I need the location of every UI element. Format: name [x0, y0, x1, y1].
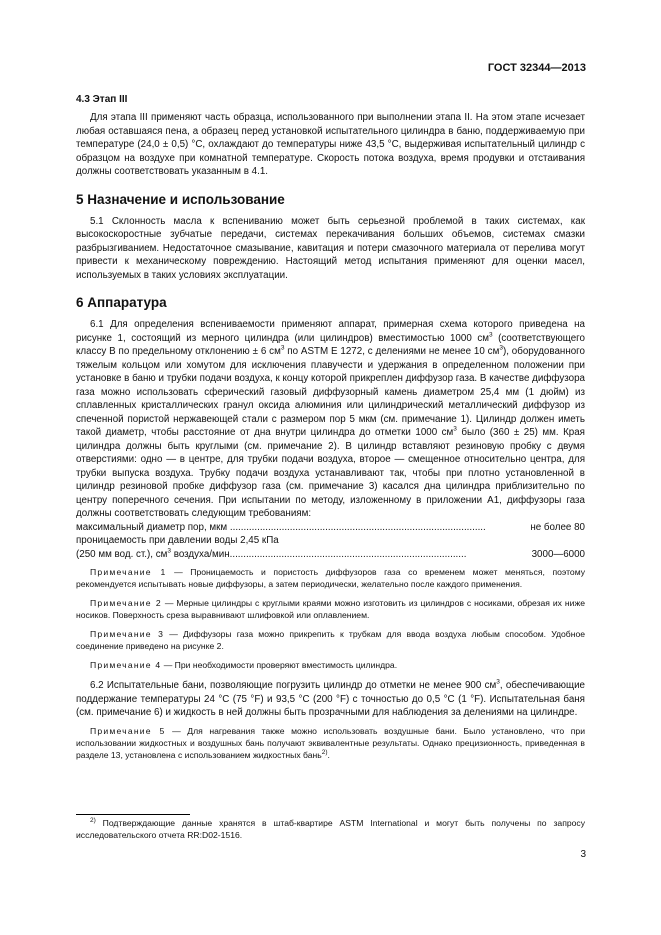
- footnote-divider: [76, 814, 190, 815]
- section-4-3-title: 4.3 Этап III: [76, 94, 128, 105]
- note-4: Примечание 4 — При необходимости проверяют вместимость цилиндра.: [90, 660, 398, 670]
- note-2: Примечание 2 — Мерные цилиндры с круглыми краями можно изготовить из цилиндров с носиками, обрезая их ниже носиков. Поверхность среза выравнивают шлифовкой или оплавлением.: [76, 598, 585, 620]
- requirement-permeability-label: проницаемость при давлении воды 2,45 кПа: [76, 535, 279, 546]
- requirement-permeability: (250 мм вод. ст.), $см^3$ воздуха/мин....................................................................................... 3000—6000: [76, 547, 585, 560]
- footnote: $^{2)}$ Подтверждающие данные хранятся в штаб-квартире ASTM International и могут быть получены по запросу исследовательского отчета RR:D02-1516.: [76, 817, 585, 840]
- section-5-1-text: 5.1 Склонность масла к вспениванию может быть серьезной проблемой в таких системах, как высокоскоростные зубчатые передачи, системах перекачивания больших объемов, системах смазки разбрызгиванием. Недостаточное смазывание, кавитация и потери смазочного материала от перелива могут привести к механическому повреждению. Настоящий метод испытания применяют для оценки масел, используемых в таких условиях эксплуатации.: [76, 215, 585, 281]
- note-1: Примечание 1 — Проницаемость и пористость диффузоров газа со временем может меняться, поэтому рекомендуется испытывать новые диффузоры, а затем периодически, желательно после каждого применения.: [76, 567, 585, 589]
- note-5: Примечание 5 — Для нагревания также можно использовать воздушные бани. Было установлено, что при использовании жидкостных и воздушных бань получают эквивалентные результаты. Однако прецизионность, приведенная в разделе 13, установлена с использованием жидкостных бань$^{2)}$.: [76, 725, 585, 760]
- document-id: ГОСТ 32344—2013: [487, 62, 586, 74]
- requirements-list: [76, 521, 585, 562]
- note-3: Примечание 3 — Диффузоры газа можно прикрепить к трубкам для ввода воздуха любым способом. Удобное соединение приведено на рисунке 2.: [76, 629, 586, 651]
- page-content: [76, 94, 585, 761]
- section-5-title: 5 Назначение и использование: [76, 191, 285, 207]
- section-4-3-text: Для этапа III применяют часть образца, использованного при выполнении этапа II. На этом этапе исчезает любая оставшаяся пена, а образец перед установкой испытательного цилиндра в баню, поддерживаемую при температуре (24,0 ± 0,5) °С, охлаждают до температуры ниже 43,5 °С, выдерживая испытательный цилиндр с образцом на воздухе при комнатной температуре. Скорость потока воздуха, время продувки и отстаивания должны соответствовать указанным в 4.1.: [76, 112, 585, 177]
- section-6-2-text: 6.2 Испытательные бани, позволяющие погрузить цилиндр до отметки не менее 900 $см^3$, обеспечивающие поддержание температуры 24 °С (75 °F) и 93,5 °С (200 °F) с точностью до 0,5 °С (1 °F). Испытательная баня (см. примечание 6) и жидкость в ней должны быть прозрачными для наблюдения за делениями на цилиндре.: [76, 678, 586, 718]
- requirement-pore-diameter: максимальный диаметр пор, мкм .............................................................................................. не более 80: [76, 521, 585, 533]
- section-6-title: 6 Аппаратура: [76, 295, 167, 310]
- page-number: 3: [580, 849, 586, 860]
- section-6-1-text: 6.1 Для определения вспениваемости применяют аппарат, примерная схема которого приведена на рисунке 1, состоящий из мерного цилиндра (или цилиндров) вместимостью 1000 $см^3$ (соответствующего классу В по предельному отклонению ± 6 $см^3$ по ASTM E 1272, с делениями не менее 10 $см^3$), оборудованного тяжелым кольцом или хомутом для исключения плавучести и удержания в определенном положении при установке в баню и трубки подачи воздуха, к концу которой прикреплен диффузор газа. В качестве диффузора газа можно использовать сферический газовый диффузорный камень диаметром 25,4 мм (1 дюйм) из сплавленных кристаллических гранул оксида алюминия или цилиндрический металлический диффузор из спеченной пористой нержавеющей стали с размером пор 5 мкм (см. примечание 1). Цилиндр должен иметь такой диаметр, чтобы расстояние от дна внутри цилиндра до отметки 1000 $см^3$ было (360 ± 25) мм. Края цилиндра должны быть круглыми (см. примечание 2). В цилиндр вставляют резиновую пробку с двумя отверстиями: одно — в центре, для трубки подачи воздуха, второе — смещенное относительно центра, для трубки выпуска воздуха. Трубку подачи воздуха устанавливают так, чтобы при плотно установленной в цилиндр резиновой пробке диффузор газа (см. примечание 3) касался дна цилиндра приблизительно по центру поперечного сечения. При испытании по методу, изложенному в приложении А1, диффузоры газа должны соответствовать следующим требованиям:: [76, 319, 585, 519]
